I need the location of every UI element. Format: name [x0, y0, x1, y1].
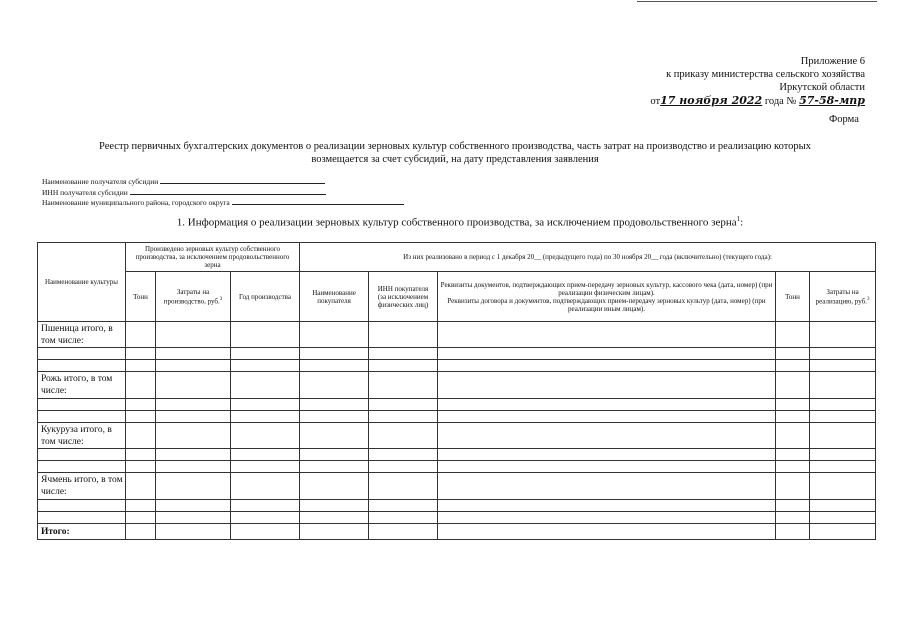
- municipality-field: [42, 197, 404, 208]
- year-word: года №: [764, 96, 797, 107]
- table-cell: [369, 399, 438, 411]
- table-cell: [300, 473, 369, 500]
- table-cell: [231, 423, 300, 449]
- recipient-inn-field: [42, 187, 404, 198]
- table-cell: [156, 524, 231, 540]
- table-cell: [156, 411, 231, 423]
- table-cell: [369, 348, 438, 360]
- table-cell: [156, 423, 231, 449]
- table-cell: [438, 360, 776, 372]
- table-cell: [810, 360, 876, 372]
- section-heading-text: 1. Информация о реализации зерновых культур собственного производства, за исключением продовольственного зерна: [176, 216, 737, 229]
- table-cell: [126, 360, 156, 372]
- table-cell: [126, 399, 156, 411]
- table-cell: [369, 473, 438, 500]
- table-cell: [300, 399, 369, 411]
- table-row: [38, 449, 876, 461]
- table-cell: [231, 512, 300, 524]
- footnote-marker: 3: [219, 296, 223, 302]
- table-cell: [300, 524, 369, 540]
- table-cell: [156, 322, 231, 348]
- blank-line: [232, 197, 404, 205]
- table-cell: [38, 512, 126, 524]
- table-cell: [776, 322, 810, 348]
- table-cell: [810, 524, 876, 540]
- table-cell: [776, 411, 810, 423]
- table-cell: [300, 512, 369, 524]
- crop-name-cell: Кукуруза итого, в том числе:: [38, 423, 126, 449]
- table-cell: [369, 500, 438, 512]
- header-text: Затраты на реализацию, руб.: [815, 287, 867, 306]
- col-header-sale-costs: [810, 272, 876, 322]
- crop-name-cell: Рожь итого, в том числе:: [38, 372, 126, 399]
- table-cell: [231, 411, 300, 423]
- table-cell: [300, 449, 369, 461]
- table-cell: [38, 399, 126, 411]
- table-cell: [810, 411, 876, 423]
- total-label: Итого:: [38, 524, 126, 540]
- header-row-2: [38, 272, 876, 322]
- col-header-produced: Произведено зерновых культур собственного производства, за исключением продовольственного зерна: [126, 243, 300, 272]
- section-heading-suffix: :: [740, 216, 744, 229]
- table-cell: [369, 461, 438, 473]
- table-row: [38, 411, 876, 423]
- table-cell: [38, 461, 126, 473]
- handwritten-date: 17 ноября 2022: [660, 94, 763, 107]
- table-cell: [38, 348, 126, 360]
- table-cell: [300, 411, 369, 423]
- header-text: ИНН покупателя: [377, 284, 429, 293]
- field-label: Наименование муниципального района, городского округа: [42, 198, 230, 207]
- table-cell: [300, 348, 369, 360]
- table-row: [38, 512, 876, 524]
- table-row: [38, 360, 876, 372]
- table-cell: [776, 524, 810, 540]
- table-cell: [776, 512, 810, 524]
- table-cell: [231, 360, 300, 372]
- section-heading: [120, 215, 800, 229]
- crop-total-row: [38, 322, 876, 348]
- table-cell: [156, 372, 231, 399]
- col-header-production-costs: [156, 272, 231, 322]
- table-cell: [369, 411, 438, 423]
- table-cell: [369, 322, 438, 348]
- table-cell: [776, 500, 810, 512]
- table-cell: [438, 461, 776, 473]
- footnote-marker: 3: [866, 296, 870, 302]
- table-cell: [369, 524, 438, 540]
- table-cell: [810, 500, 876, 512]
- register-table: [37, 242, 876, 540]
- crop-name-cell: Ячмень итого, в том числе:: [38, 473, 126, 500]
- table-cell: [126, 500, 156, 512]
- footnote-marker: 1: [736, 215, 741, 223]
- table-cell: [38, 360, 126, 372]
- date-prefix: от: [650, 96, 661, 107]
- table-cell: [38, 449, 126, 461]
- col-header-tons: Тонн: [126, 272, 156, 322]
- table-cell: [126, 512, 156, 524]
- blank-line: [130, 187, 326, 195]
- table-cell: [810, 512, 876, 524]
- table-cell: [438, 411, 776, 423]
- table-cell: [126, 423, 156, 449]
- table-cell: [300, 360, 369, 372]
- table-cell: [369, 423, 438, 449]
- table-cell: [810, 348, 876, 360]
- table-cell: [231, 524, 300, 540]
- order-line: к приказу министерства сельского хозяйства: [666, 69, 865, 80]
- table-cell: [776, 473, 810, 500]
- table-cell: [38, 411, 126, 423]
- table-row: [38, 399, 876, 411]
- field-label: ИНН получателя субсидии: [42, 187, 128, 197]
- col-header-production-year: Год производства: [231, 272, 300, 322]
- crop-total-row: [38, 372, 876, 399]
- top-edge-line: [637, 1, 877, 2]
- crop-total-row: [38, 423, 876, 449]
- table-cell: [231, 449, 300, 461]
- table-cell: [126, 473, 156, 500]
- table-cell: [810, 449, 876, 461]
- col-header-culture: Наименование культуры: [38, 243, 126, 322]
- table-cell: [231, 500, 300, 512]
- header-row-1: [38, 243, 876, 272]
- table-cell: [369, 372, 438, 399]
- table-cell: [300, 423, 369, 449]
- header-text: Реквизиты договора и документов, подтверждающих прием-передачу зерновых культур (дата, номер) (при реализации иным лицам).: [447, 296, 766, 313]
- table-cell: [438, 449, 776, 461]
- title-line-1: Реестр первичных бухгалтерских документов о реализации зерновых культур собственного производства, часть затрат на производство и реализацию которых: [99, 141, 811, 152]
- table-cell: [810, 461, 876, 473]
- document-title: [70, 141, 840, 166]
- grand-total-row: [38, 524, 876, 540]
- region-line: Иркутской области: [779, 82, 865, 93]
- table-cell: [776, 348, 810, 360]
- appendix-label: Приложение 6: [800, 56, 865, 67]
- table-cell: [300, 461, 369, 473]
- table-cell: [776, 372, 810, 399]
- table-cell: [438, 524, 776, 540]
- table-cell: [438, 423, 776, 449]
- table-cell: [231, 372, 300, 399]
- table-cell: [126, 524, 156, 540]
- table-cell: [810, 423, 876, 449]
- table-cell: [126, 372, 156, 399]
- table-cell: [231, 399, 300, 411]
- table-row: [38, 348, 876, 360]
- table-cell: [776, 461, 810, 473]
- recipient-name-field: [42, 176, 404, 187]
- approval-block: [650, 55, 865, 108]
- title-line-2: возмещается за счет субсидий, на дату представления заявления: [311, 153, 599, 165]
- table-row: [38, 500, 876, 512]
- table-cell: [776, 449, 810, 461]
- table-cell: [156, 360, 231, 372]
- col-header-buyer-inn: [369, 272, 438, 322]
- table-cell: [810, 473, 876, 500]
- col-header-tons-sold: Тонн: [776, 272, 810, 322]
- crop-name-cell: Пшеница итого, в том числе:: [38, 322, 126, 348]
- header-text: Затраты на производство, руб.: [163, 287, 220, 306]
- table-cell: [38, 500, 126, 512]
- table-cell: [300, 372, 369, 399]
- blank-line: [160, 176, 325, 184]
- table-cell: [776, 399, 810, 411]
- table-cell: [231, 322, 300, 348]
- table-cell: [810, 372, 876, 399]
- table-cell: [438, 372, 776, 399]
- table-cell: [300, 500, 369, 512]
- table-cell: [438, 322, 776, 348]
- field-label: Наименование получателя субсидии: [42, 177, 159, 186]
- table-cell: [231, 473, 300, 500]
- table-cell: [156, 449, 231, 461]
- table-cell: [231, 461, 300, 473]
- table-cell: [438, 473, 776, 500]
- table-cell: [156, 399, 231, 411]
- table-cell: [438, 399, 776, 411]
- crop-total-row: [38, 473, 876, 500]
- table-cell: [300, 322, 369, 348]
- handwritten-number: 57-58-мпр: [799, 94, 865, 107]
- form-label: Форма: [829, 114, 859, 125]
- table-cell: [369, 449, 438, 461]
- table-cell: [126, 411, 156, 423]
- table-cell: [438, 512, 776, 524]
- table-row: [38, 461, 876, 473]
- table-cell: [156, 348, 231, 360]
- recipient-fields: [42, 176, 404, 208]
- table-cell: [156, 461, 231, 473]
- table-cell: [369, 360, 438, 372]
- table-cell: [369, 512, 438, 524]
- table-cell: [231, 348, 300, 360]
- table-cell: [126, 348, 156, 360]
- col-header-document-details: [438, 272, 776, 322]
- header-text: Реквизиты документов, подтверждающих прием-передачу зерновых культур, кассового чека (дата, номер) (при реализации физическим лицам).: [440, 280, 773, 297]
- col-header-sold-period: Из них реализовано в период с 1 декабря 20__ (предыдущего года) по 30 ноября 20__ года (включительно) (текущего года):: [300, 243, 876, 272]
- table-cell: [126, 322, 156, 348]
- table-cell: [438, 348, 776, 360]
- table-cell: [156, 512, 231, 524]
- table-cell: [156, 473, 231, 500]
- table-cell: [156, 500, 231, 512]
- table-cell: [776, 423, 810, 449]
- col-header-buyer-name: Наименование покупателя: [300, 272, 369, 322]
- table-cell: [810, 322, 876, 348]
- table-cell: [776, 360, 810, 372]
- table-cell: [438, 500, 776, 512]
- order-date-line: [650, 94, 865, 108]
- header-note: (за исключением физических лиц): [377, 292, 429, 309]
- table-cell: [126, 461, 156, 473]
- table-cell: [126, 449, 156, 461]
- table-cell: [810, 399, 876, 411]
